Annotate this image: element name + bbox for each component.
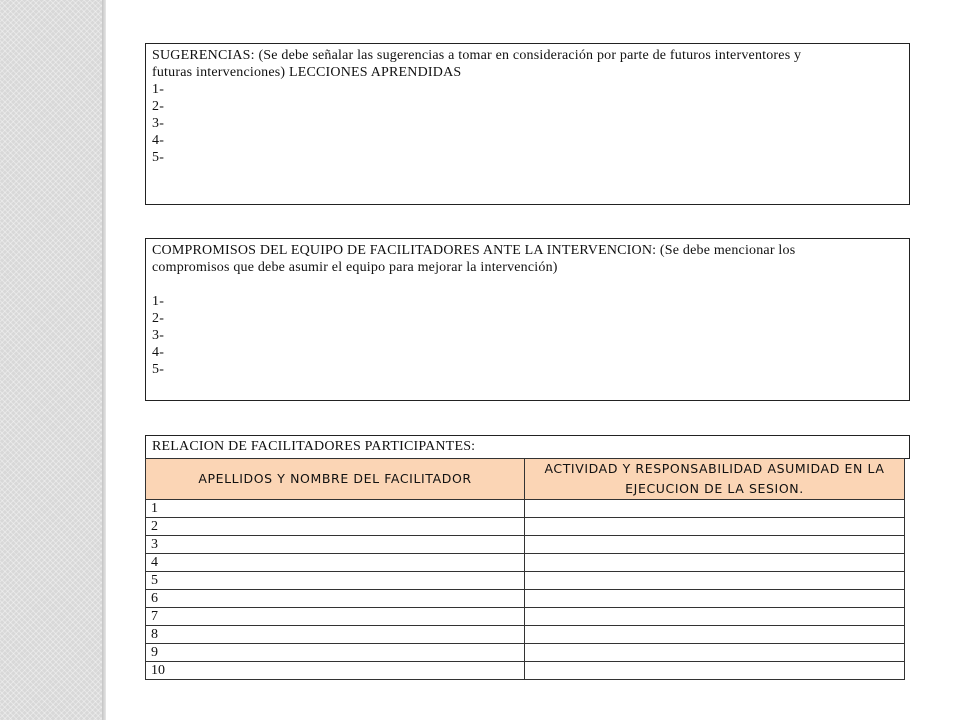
compromisos-item-5: 5-	[152, 362, 165, 377]
table-row	[146, 554, 905, 572]
sugerencias-box	[145, 43, 910, 205]
relacion-title-box	[145, 435, 910, 459]
table-row	[146, 626, 905, 644]
compromisos-item-1: 1-	[152, 294, 165, 309]
activity-cell[interactable]	[525, 554, 905, 572]
compromisos-item-2: 2-	[152, 311, 165, 326]
activity-cell[interactable]	[525, 518, 905, 536]
table-row	[146, 572, 905, 590]
side-strip-edge	[102, 0, 106, 720]
activity-cell[interactable]	[525, 536, 905, 554]
row-number-cell[interactable]: 10	[146, 662, 525, 680]
row-number-cell[interactable]: 8	[146, 626, 525, 644]
row-number-cell[interactable]: 5	[146, 572, 525, 590]
facilitadores-table	[145, 458, 905, 680]
activity-cell[interactable]	[525, 590, 905, 608]
table-row	[146, 590, 905, 608]
activity-cell[interactable]	[525, 662, 905, 680]
activity-cell[interactable]	[525, 626, 905, 644]
table-row	[146, 662, 905, 680]
table-body	[146, 500, 905, 680]
table-row	[146, 518, 905, 536]
header-nombre-facilitador: APELLIDOS Y NOMBRE DEL FACILITADOR	[146, 459, 525, 500]
row-number-cell[interactable]: 4	[146, 554, 525, 572]
compromisos-blank-line	[152, 276, 903, 293]
activity-cell[interactable]	[525, 608, 905, 626]
row-number-cell[interactable]: 9	[146, 644, 525, 662]
table-row	[146, 500, 905, 518]
sugerencias-item-3: 3-	[152, 116, 165, 131]
relacion-title: RELACION DE FACILITADORES PARTICIPANTES:	[152, 439, 476, 454]
table-header-row	[146, 459, 905, 500]
compromisos-item-4: 4-	[152, 345, 165, 360]
compromisos-box	[145, 238, 910, 401]
row-number-cell[interactable]: 6	[146, 590, 525, 608]
sugerencias-line: SUGERENCIAS: (Se debe señalar las sugerencias a tomar en consideración por parte de futuros interventores y	[152, 48, 802, 63]
sugerencias-item-5: 5-	[152, 150, 165, 165]
compromisos-item-3: 3-	[152, 328, 165, 343]
sugerencias-line: futuras intervenciones) LECCIONES APRENDIDAS	[152, 65, 462, 80]
row-number-cell[interactable]: 1	[146, 500, 525, 518]
compromisos-line: COMPROMISOS DEL EQUIPO DE FACILITADORES ANTE LA INTERVENCION: (Se debe mencionar los	[152, 243, 796, 258]
header-actividad-responsabilidad: ACTIVIDAD Y RESPONSABILIDAD ASUMIDAD EN LA EJECUCION DE LA SESION.	[525, 459, 905, 500]
decorative-side-strip	[0, 0, 106, 720]
table-row	[146, 644, 905, 662]
sugerencias-item-2: 2-	[152, 99, 165, 114]
row-number-cell[interactable]: 3	[146, 536, 525, 554]
activity-cell[interactable]	[525, 500, 905, 518]
table-row	[146, 608, 905, 626]
row-number-cell[interactable]: 7	[146, 608, 525, 626]
sugerencias-item-1: 1-	[152, 82, 165, 97]
compromisos-line: compromisos que debe asumir el equipo para mejorar la intervención)	[152, 260, 558, 275]
sugerencias-item-4: 4-	[152, 133, 165, 148]
activity-cell[interactable]	[525, 572, 905, 590]
activity-cell[interactable]	[525, 644, 905, 662]
table-row	[146, 536, 905, 554]
row-number-cell[interactable]: 2	[146, 518, 525, 536]
